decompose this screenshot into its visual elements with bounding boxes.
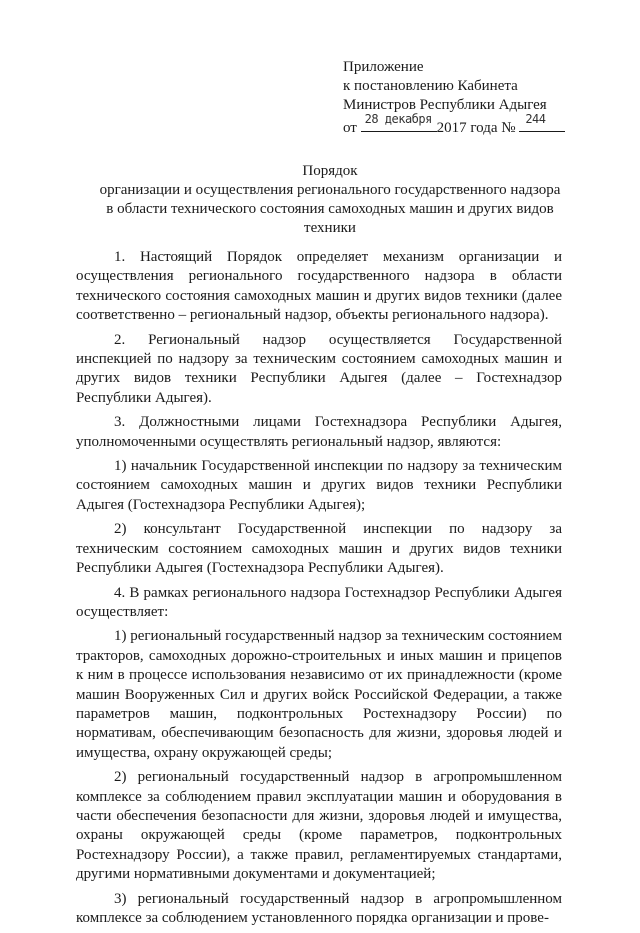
title-line-1: организации и осуществления регионального государственного надзора	[99, 182, 561, 198]
title-heading: Порядок	[302, 163, 358, 179]
paragraph-2: 2. Региональный надзор осуществляется Государственной инспекцией по надзору за техническим состоянием самоходных машин и других видов техники Республики Адыгея (далее – Гостехнадзор Республики Адыгея).	[76, 331, 562, 406]
number-field	[519, 112, 565, 132]
title-line-3: техники	[304, 220, 356, 236]
paragraph-3: 3. Должностными лицами Гостехнадзора Республики Адыгея, уполномоченными осуществлять региональный надзор, являются:	[76, 414, 562, 450]
paragraph-4-item-3: 3) региональный государственный надзор в агропромышленном комплексе за соблюдением установленного порядка организации и прове-	[76, 890, 562, 926]
handwritten-date: 28 декабря	[364, 112, 432, 126]
attachment-label: Приложение	[343, 59, 424, 75]
attachment-resolution-line: к постановлению Кабинета	[343, 78, 518, 94]
attachment-date-line	[343, 112, 573, 138]
paragraph-4-item-2: 2) региональный государственный надзор в агропромышленном комплексе за соблюдением правил эксплуатации машин и оборудования в части обеспечения безопасности для жизни, здоровья людей и имущества, охраны окружающей среды (кроме параметров, подконтрольных Ростехнадзору России), а также правил, регламентируемых стандартами, другими нормативными документами и документацией;	[76, 769, 562, 883]
document-body	[76, 248, 562, 933]
handwritten-number: 244	[525, 112, 546, 126]
attachment-block	[343, 58, 573, 138]
date-field	[361, 112, 437, 132]
document-title	[60, 162, 600, 238]
year-text: 2017 года №	[436, 120, 516, 136]
title-line-2: в области технического состояния самоходных машин и других видов	[106, 201, 554, 217]
paragraph-4: 4. В рамках регионального надзора Гостехнадзор Республики Адыгея осуществляет:	[76, 584, 562, 620]
paragraph-4-item-1: 1) региональный государственный надзор за техническим состоянием тракторов, самоходных дорожно-строительных и иных машин и прицепов к ним в процессе использования независимо от их принадлежности (кроме машин Вооруженных Сил и других войск Российской Федерации, а также параметров машин, подконтрольных Ростехнадзору России) по нормативам, обеспечивающим безопасность для жизни, здоровья людей и имущества, охрану окружающей среды;	[76, 628, 562, 761]
attachment-cabinet-line: Министров Республики Адыгея	[343, 97, 547, 113]
date-prefix: от	[343, 120, 357, 136]
paragraph-3-item-2: 2) консультант Государственной инспекции по надзору за техническим состоянием самоходных машин и других видов техники Республики Адыгея (Гостехнадзора Республики Адыгея).	[76, 521, 562, 577]
paragraph-1: 1. Настоящий Порядок определяет механизм организации и осуществления регионального государственного надзора в области технического состояния самоходных машин и других видов техники (далее соответственно – региональный надзор, объекты регионального надзора).	[76, 249, 562, 324]
paragraph-3-item-1: 1) начальник Государственной инспекции по надзору за техническим состоянием самоходных машин и других видов техники Республики Адыгея (Гостехнадзора Республики Адыгея);	[76, 458, 562, 513]
